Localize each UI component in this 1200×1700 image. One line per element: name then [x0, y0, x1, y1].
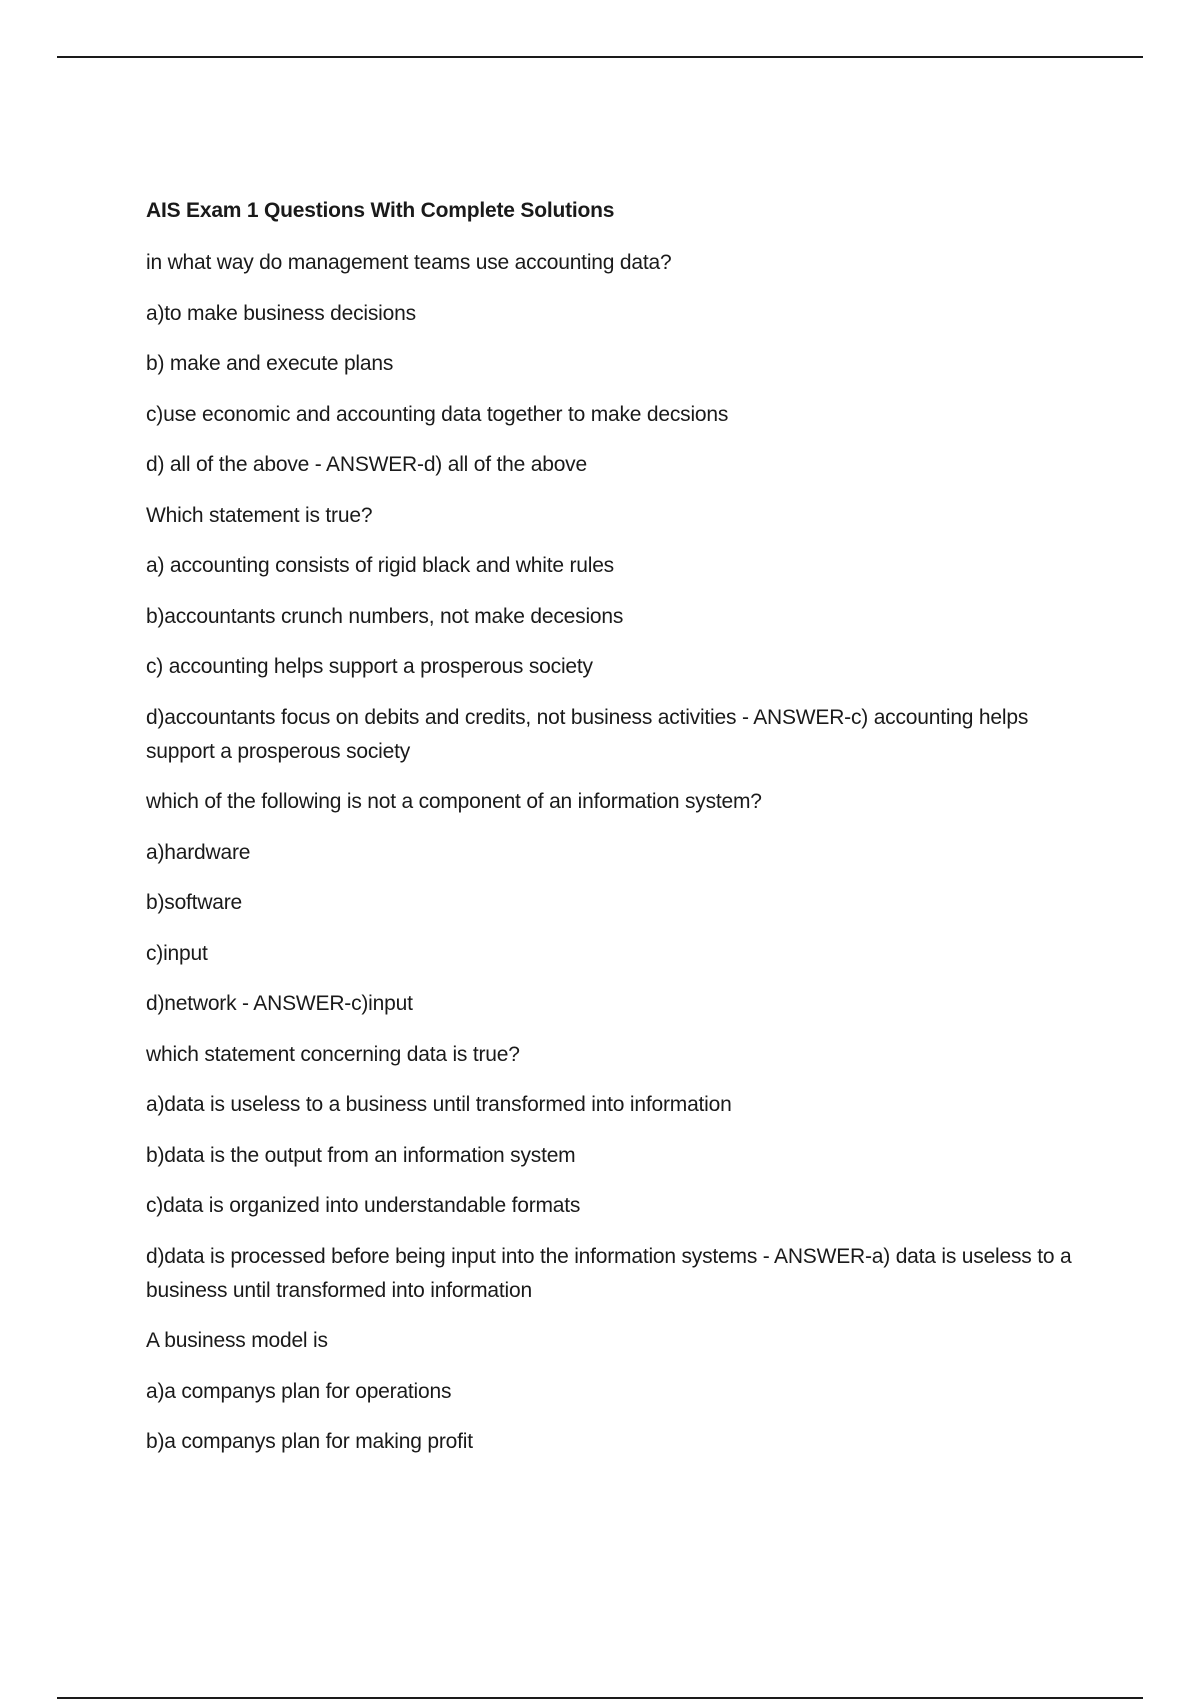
question-2-option-c: c) accounting helps support a prosperous society — [146, 655, 593, 678]
question-1-option-d-answer: d) all of the above - ANSWER-d) all of the above — [146, 453, 587, 476]
question-3-option-d-answer: d)network - ANSWER-c)input — [146, 992, 413, 1015]
question-3-option-a: a)hardware — [146, 840, 251, 864]
question-2-option-a: a) accounting consists of rigid black and white rules — [146, 554, 614, 577]
question-1-option-b: b) make and execute plans — [146, 352, 394, 375]
question-2-option-d-answer: d)accountants focus on debits and credits, not business activities - ANSWER-c) accounting helps support a prosperous society — [146, 705, 1029, 763]
question-1: in what way do management teams use accounting data? — [146, 251, 672, 274]
question-5: A business model is — [146, 1329, 328, 1352]
document-title: AIS Exam 1 Questions With Complete Solutions — [146, 199, 615, 222]
question-4-option-b: b)data is the output from an information system — [146, 1143, 576, 1167]
question-3-option-b: b)software — [146, 891, 243, 914]
question-3: which of the following is not a component of an information system? — [146, 790, 762, 813]
question-3-option-c: c)input — [146, 941, 208, 965]
question-5-option-b: b)a companys plan for making profit — [146, 1430, 473, 1453]
question-1-option-a: a)to make business decisions — [146, 301, 416, 325]
question-2: Which statement is true? — [146, 503, 373, 527]
question-1-option-c: c)use economic and accounting data together to make decsions — [146, 402, 729, 426]
top-rule — [57, 56, 1143, 58]
document-body — [146, 196, 1092, 1476]
question-2-option-b: b)accountants crunch numbers, not make decesions — [146, 604, 624, 628]
question-5-option-a: a)a companys plan for operations — [146, 1379, 452, 1403]
bottom-rule — [57, 1697, 1143, 1699]
question-4-option-c: c)data is organized into understandable formats — [146, 1194, 581, 1217]
question-4-option-a: a)data is useless to a business until transformed into information — [146, 1093, 732, 1116]
question-4: which statement concerning data is true? — [146, 1042, 520, 1066]
question-4-option-d-answer: d)data is processed before being input into the information systems - ANSWER-a) data is useless to a business until transformed into information — [146, 1244, 1072, 1302]
